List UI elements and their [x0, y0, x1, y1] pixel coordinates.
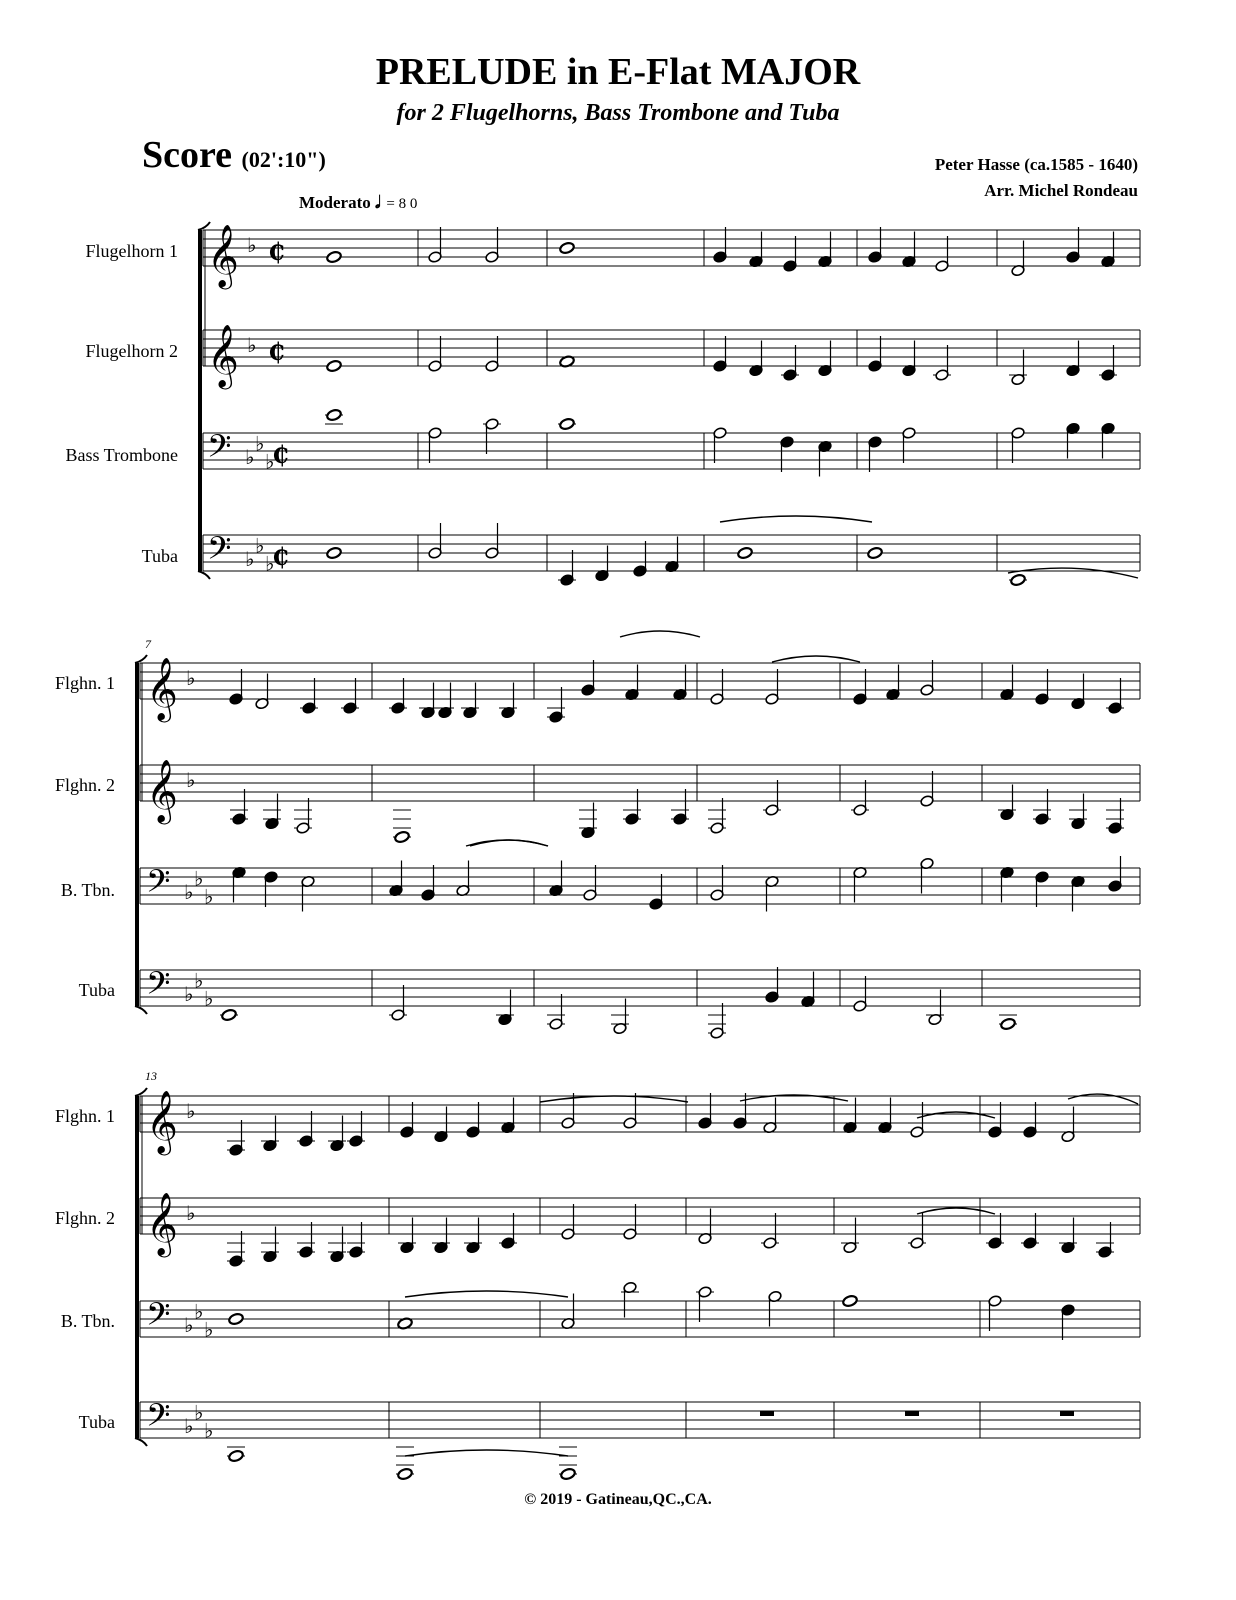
instrument-label: Tuba	[78, 1412, 115, 1432]
score-title: PRELUDE in E-Flat MAJOR	[375, 51, 861, 93]
treble-clef-icon: 𝄞	[146, 1192, 178, 1255]
tempo-value: = 8 0	[386, 196, 418, 212]
flat-icon: ♭	[255, 431, 265, 456]
bass-clef-icon: 𝄢	[146, 1397, 171, 1441]
flat-icon: ♭	[194, 1400, 204, 1425]
tie-curve	[720, 516, 872, 522]
tie-curve	[405, 1291, 568, 1297]
cut-time-icon: ₵	[272, 542, 289, 571]
instrument-label: Flghn. 1	[54, 1106, 115, 1126]
flat-icon: ♭	[184, 1414, 194, 1438]
flat-icon: ♭	[245, 547, 255, 571]
notehead	[1000, 1017, 1016, 1030]
tie-curve	[1008, 568, 1138, 578]
flat-icon: ♭	[265, 551, 275, 576]
duration: (02':10")	[241, 147, 326, 172]
measure-number: 7	[145, 637, 151, 651]
score-word: Score	[142, 134, 233, 176]
whole-rest	[760, 1411, 774, 1416]
notehead	[559, 417, 575, 430]
notehead	[326, 250, 342, 263]
flat-icon: ♭	[184, 982, 194, 1006]
cut-time-icon: ₵	[268, 337, 285, 366]
instrument-label: Flghn. 2	[54, 775, 115, 795]
composer: Peter Hasse (ca.1585 - 1640)	[934, 155, 1138, 174]
treble-clef-icon: 𝄞	[146, 657, 178, 720]
treble-clef-icon: 𝄞	[207, 324, 239, 387]
flat-icon: ♭	[186, 768, 196, 792]
flat-icon: ♭	[194, 968, 204, 993]
whole-rest	[905, 1411, 919, 1416]
flat-icon: ♭	[204, 1418, 214, 1443]
notehead	[397, 1467, 413, 1480]
arranger: Arr. Michel Rondeau	[984, 181, 1138, 200]
notehead	[228, 1312, 244, 1325]
cut-time-icon: ₵	[268, 237, 285, 266]
flat-icon: ♭	[265, 449, 275, 474]
measure-number: 13	[145, 1069, 157, 1083]
flat-icon: ♭	[255, 533, 265, 558]
notehead	[326, 359, 342, 372]
flat-icon: ♭	[194, 1299, 204, 1324]
notehead	[737, 546, 753, 559]
whole-rest	[1060, 1411, 1074, 1416]
bass-clef-icon: 𝄢	[146, 965, 171, 1009]
flat-icon: ♭	[186, 666, 196, 690]
flat-icon: ♭	[184, 880, 194, 904]
notehead	[867, 546, 883, 559]
treble-clef-icon: 𝄞	[207, 224, 239, 287]
copyright-footer: © 2019 - Gatineau,QC.,CA.	[524, 1491, 712, 1508]
notehead	[842, 1294, 858, 1307]
tie-curve	[772, 656, 860, 662]
flat-icon: ♭	[194, 866, 204, 891]
flat-icon: ♭	[247, 233, 257, 257]
bass-clef-icon: 𝄢	[146, 1296, 171, 1340]
cut-time-icon: ₵	[272, 440, 289, 469]
notehead	[559, 241, 575, 254]
instrument-label: Flghn. 2	[54, 1208, 115, 1228]
flat-icon: ♭	[245, 445, 255, 469]
notehead	[326, 408, 342, 421]
instrument-label: Flghn. 1	[54, 673, 115, 693]
tie-curve	[917, 1208, 995, 1214]
instrument-label: Flugelhorn 2	[85, 341, 178, 361]
treble-clef-icon: 𝄞	[146, 1090, 178, 1153]
flat-icon: ♭	[184, 1313, 194, 1337]
instrument-label: B. Tbn.	[60, 1311, 115, 1331]
instrument-label: Tuba	[141, 546, 178, 566]
flat-icon: ♭	[204, 884, 214, 909]
instrument-label: Bass Trombone	[65, 445, 178, 465]
flat-icon: ♭	[247, 333, 257, 357]
tie-curve	[540, 1096, 688, 1102]
tie-curve	[405, 1450, 568, 1456]
bass-clef-icon: 𝄢	[146, 863, 171, 907]
bass-clef-icon: 𝄢	[207, 530, 232, 574]
tempo-text: Moderato	[299, 193, 371, 212]
bass-clef-icon: 𝄢	[207, 428, 232, 472]
flat-icon: ♭	[204, 986, 214, 1011]
instrument-label: Flugelhorn 1	[85, 241, 178, 261]
notehead	[326, 546, 342, 559]
notehead	[394, 830, 410, 843]
notehead	[221, 1008, 237, 1021]
notehead	[228, 1449, 244, 1462]
flat-icon: ♭	[186, 1099, 196, 1123]
notehead	[1010, 573, 1026, 586]
tie-curve	[470, 840, 548, 846]
half-note-icon: 𝅗𝅥	[375, 193, 381, 212]
instrument-label: Tuba	[78, 980, 115, 1000]
tie-curve	[620, 631, 700, 637]
score-subtitle: for 2 Flugelhorns, Bass Trombone and Tuba	[396, 100, 840, 126]
tie-curve	[917, 1112, 995, 1118]
flat-icon: ♭	[204, 1317, 214, 1342]
flat-icon: ♭	[186, 1201, 196, 1225]
notehead	[560, 1467, 576, 1480]
treble-clef-icon: 𝄞	[146, 759, 178, 822]
instrument-label: B. Tbn.	[60, 880, 115, 900]
